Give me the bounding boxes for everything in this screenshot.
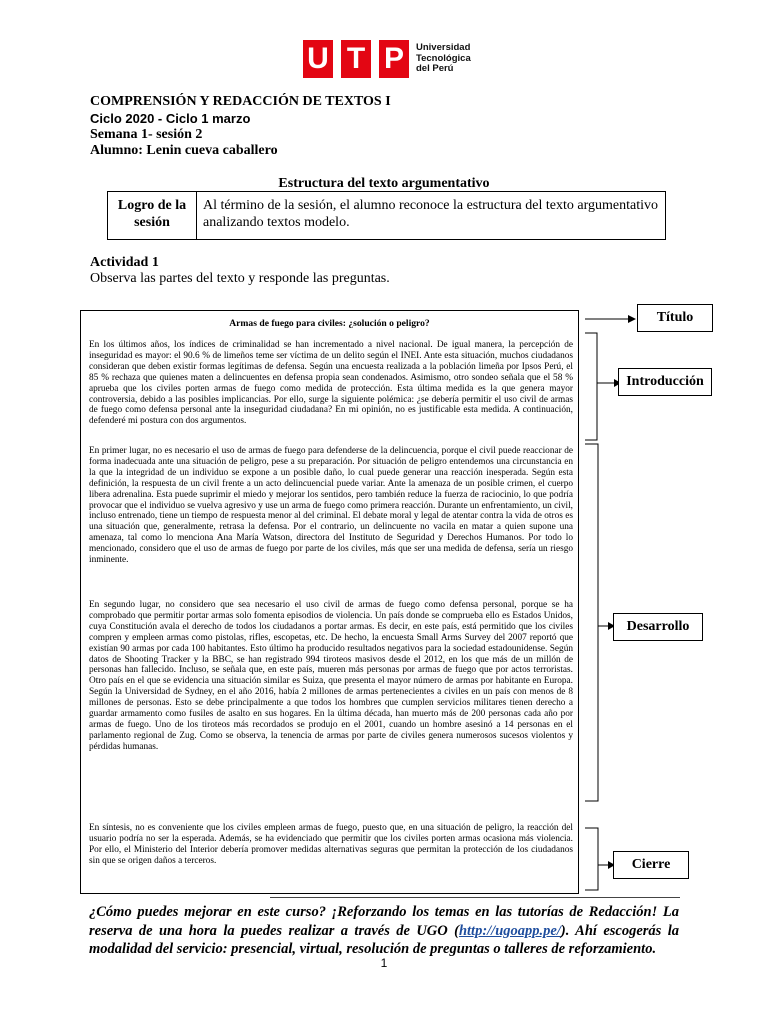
section-title: Estructura del texto argumentativo: [278, 176, 490, 191]
week-line: Semana 1- sesión 2: [90, 127, 203, 142]
activity-instruction: Observa las partes del texto y responde las preguntas.: [90, 271, 390, 286]
footer-text: [89, 903, 679, 959]
logro-text: Al término de la sesión, el alumno reconoce la estructura del texto argumentativo analizando textos modelo.: [203, 198, 658, 230]
course-title: COMPRENSIÓN Y REDACCIÓN DE TEXTOS I: [90, 94, 391, 109]
footer-text-before: ¿Cómo puedes mejorar en este curso? ¡Reforzando los temas en las tutorías de Redacción! La reserva de una hora la puedes realizar a través de UGO (: [89, 904, 679, 939]
logo-letter-t: T: [341, 40, 371, 78]
intro-paragraph: En los últimos años, los índices de criminalidad se han incrementado a nivel nacional. De igual manera, la percepción de inseguridad es mayor: el 90.6 % de limeños teme ser víctima de un delito según el INEI. Ante esta situación, muchos ciudadanos consideran que deben existir formas legítimas de defensa. Según una encuesta realizada a la población limeña por Ipsos Perú, el 85 % rechaza que quienes maten a delincuentes en defensa propia sean condenados. Asimismo, otro sondeo señala que el 58 % aprueba que los civiles porten armas de fuego como medida de protección. Esta última medida es la que genera mayor controversia, debido a las posibles implicancias. Por ello, surge la siguiente polémica: ¿se debería permitir el uso civil de armas de fuego como defensa personal ante la inseguridad ciudadana? En mi opinión, no es justificable esta medida. A continuación, defenderé mi postura con dos argumentos.: [89, 340, 573, 427]
label-titulo: Título: [637, 304, 713, 332]
intro-brace: [585, 333, 597, 440]
logro-label: Logro de la sesión: [108, 192, 197, 239]
footer-divider: [270, 897, 680, 898]
development-paragraph-2: En segundo lugar, no considero que sea necesario el uso civil de armas de fuego como defensa personal, porque se ha comprobado que permitir portar armas solo fomenta episodios de violencia. Un país donde se comprueba ello es Estados Unidos, cuya Constitución avala el derecho de todos los ciudadanos a portar armas. Es decir, en este país, está permitido que los civiles compren y empleen armas como pistolas, rifles, escopetas, etc. De hecho, la encuesta Small Arms Survey del 2007 reportó que existían 90 armas por cada 100 habitantes. Esto último ha producido resultados negativos para la sociedad estadounidense. Según datos de Shooting Tracker y la BBC, se han registrado 994 tiroteos masivos desde el 2012, en los que más de un millón de personas han fallecido. Incluso, se señala que, en este país, mueren más personas por armas de fuego que por actos terroristas. Otro país en el que se evidencia una situación similar es Suiza, que presenta el mayor número de armas por habitante en Europa. Según la Universidad de Sydney, en el año 2016, había 2 millones de armas pertenecientes a civiles en un país con menos de 8 millones de personas. Esto se debe principalmente a que todos los hombres que cumplen servicios militares tienen derecho a guardar armamento como fusiles de asalto en sus hogares. En la última década, han muerto más de 200 personas cada año por armas de fuego. Uno de los tiroteos más recordados se produjo en el 2001, cuando un hombre asesinó a 14 personas en el parlamento regional de Zug. Como se observa, la tenencia de armas por parte de civiles genera numerosos sucesos violentos y pérdidas humanas.: [89, 600, 573, 752]
student-line: Alumno: Lenin cueva caballero: [90, 143, 278, 158]
cierre-brace: [585, 828, 598, 890]
label-introduccion: Introducción: [618, 368, 712, 396]
conclusion-paragraph: En síntesis, no es conveniente que los civiles empleen armas de fuego, puesto que, en una situación de peligro, la reacción del usuario podría no ser la esperada. Además, se ha evidenciado que permitir que los civiles porten armas ocasiona más violencia. Por ello, el Ministerio del Interior debería promover medidas alternativas seguras que permitan la protección de los ciudadanos sin que se origen daños a terceros.: [89, 823, 573, 866]
logo-text-line: del Perú: [416, 63, 454, 74]
article-title: Armas de fuego para civiles: ¿solución o peligro?: [229, 318, 430, 329]
desarrollo-brace: [585, 444, 598, 801]
logo-text-line: Universidad: [416, 42, 471, 53]
titulo-arrow-head: [628, 315, 636, 323]
footer-text-after: ). Ahí escogerás la modalidad del servicio: presencial, virtual, resolución de preguntas o talleres de reforzamiento.: [89, 922, 679, 957]
logo-letter-p: P: [379, 40, 409, 78]
logo-letter-u: U: [303, 40, 333, 78]
activity-title: Actividad 1: [90, 255, 159, 270]
logo-text-line: Tecnológica: [416, 52, 471, 64]
cycle-line: Ciclo 2020 - Ciclo 1 marzo: [90, 111, 251, 126]
label-cierre: Cierre: [613, 851, 689, 879]
page-number: 1: [380, 956, 388, 970]
label-desarrollo: Desarrollo: [613, 613, 703, 641]
development-paragraph-1: En primer lugar, no es necesario el uso de armas de fuego para defenderse de la delincuencia, porque el civil puede reaccionar de forma inadecuada ante una situación de peligro, pese a su preparación. Por situación de peligro entendemos una circunstancia en la que la integridad de un individuo se expone a un posible daño, lo cual puede generar una reacción inesperada. Según esta definición, la respuesta de un civil frente a un acto delincuencial puede variar. Ante la amenaza de un posible crimen, el cuerpo libera adrenalina. Esta puede suprimir el miedo y mejorar los sentidos, pero también reduce la fuerza de raciocinio, lo que podría provocar que el individuo se vuelva agresivo y use un arma de fuego como primera reacción. Durante un enfrentamiento, un civil, incluso entrenado, tiene un tiempo de respuesta menor al del criminal. El debate moral y legal de atentar contra la vida de otros es una situación que, generalmente, retrasa la defensa. Por el contrario, un delincuente no vacila en matar a quien supone una amenaza, tal como lo menciona Ana María Watson, directora del Instituto de Seguridad y Derechos Humanos. Por todo lo mencionado, considero que el uso de armas de fuego por parte de los civiles, más que ser una medida de defensa, sería un riesgo inminente.: [89, 446, 573, 566]
ugo-link[interactable]: http://ugoapp.pe/: [458, 922, 561, 939]
